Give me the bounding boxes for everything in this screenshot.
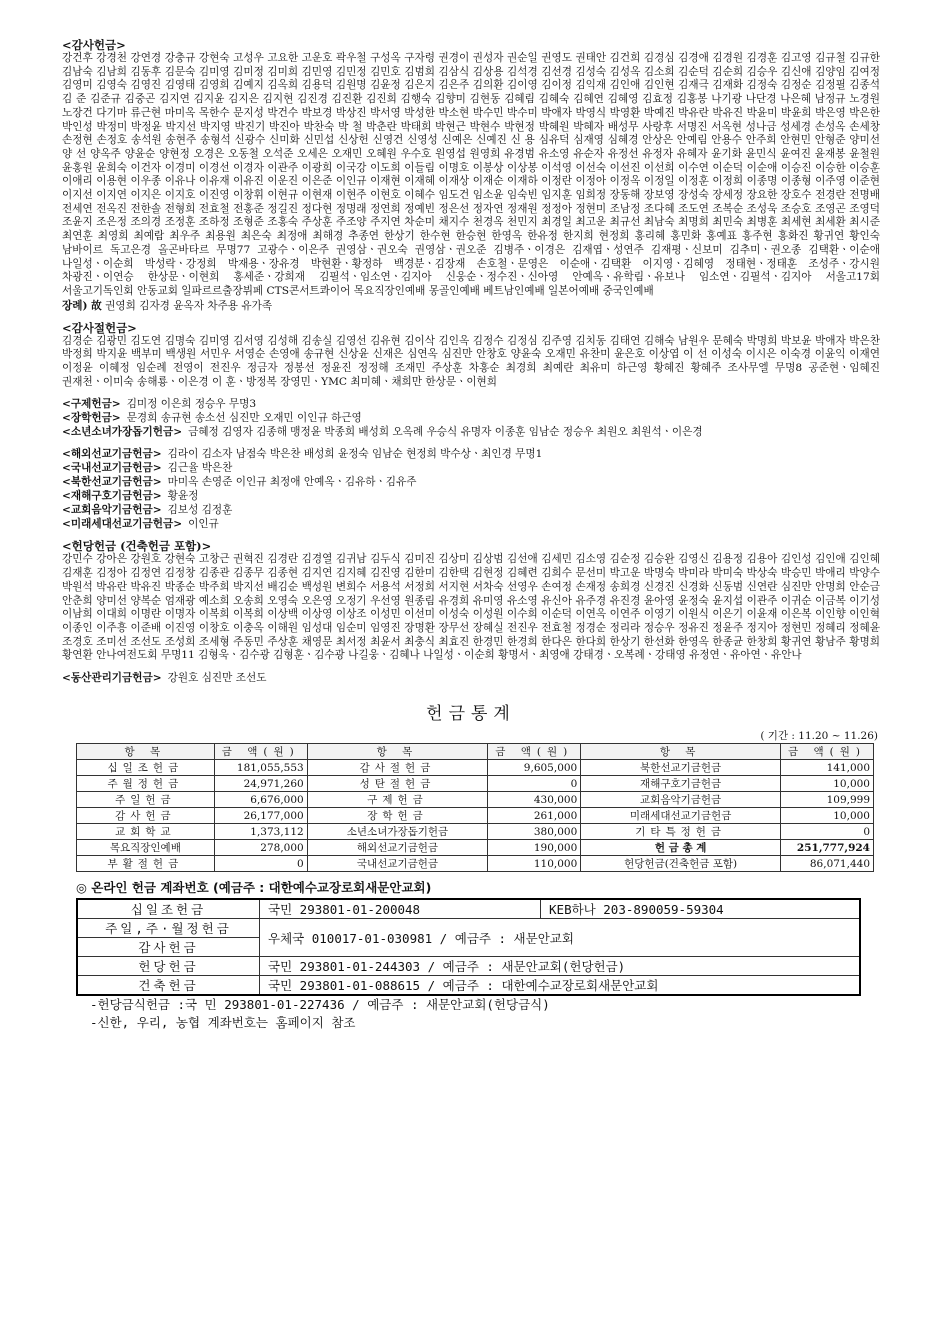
domestic-row	[62, 461, 880, 475]
name-list: 강민수 강아은 강원호 강현숙 고창근 권혁진 김경란 김경열 김귀남 김두식 김미진 김상미 김상범 김선애 김세민 김소영 김순정 김승완 김영신 김용정 김용아 김인성 김인애 김인혜 김재훈 김정아 김정연 김정창 김종관 김종무 김종현 김지연 김지혜 김진영 김한미 김한택 김현정 김혜련 김희수 문선미 박고운 박명숙 박미라 박미숙 박상숙 박승민 박애리 박양수 박원석 박유란 박유진 박종순 박주희 박지선 배김순 백성원 변희수 서용석 서정희 서지현 서차숙 선영우 손여정 손재정 송희경 신경진 신경화 신동범 신연란 심진만 안명희 안순금 안춘희 양미선 양복순 엄재광 예소희 오송희 오영숙 오은영 오정기 우선영 원종림 유경희 유미영 유소영 유신아 유주경 유진경 윤아영 윤정숙 윤지섭 이관주 이귀순 이금복 이기성 이남희 이대희 이명란 이명자 이복희 이복희 이상백 이상영 이상조 이성민 이선미 이성숙 이성원 이수희 이순덕 이연옥 이연주 이영기 이원식 이은기 이윤재 이은복 이인향 이인혁 이종인 이주흥 이준배 이진영 이창호 이충옥 이해원 임성대 임순미 임영진 장명환 장무선 장혜실 전진우 전효철 정경순 정리라 정승우 정유진 정윤주 정지아 정현민 정혜리 정혜윤 조경호 조미선 조선도 조성희 조세형 주동민 주상훈 채영문 최서정 최윤서 최충식 최효진 한경민 한경희 한다은 한다희 한상기 한선화 한영옥 한종균 한창희 황귀연 황남주 황명희 황연환 안나여전도회 무명11 김형욱ㆍ김수광 김형훈ㆍ김수광 나길웅ㆍ김혜나 나일성ㆍ이순희 황명서ㆍ최영애 강태경ㆍ오복례ㆍ강태영 유정연ㆍ유아연ㆍ유안나	[62, 553, 880, 662]
total-amount-cell: 251,777,924	[781, 840, 874, 856]
item-cell: 국내선교기금헌금	[307, 856, 488, 872]
item-cell: 목요직장인예배	[77, 840, 215, 856]
youth-row	[62, 425, 880, 439]
table-row	[77, 808, 874, 824]
property-offering-section	[62, 671, 880, 685]
amount-cell: 86,071,440	[781, 856, 874, 872]
harvest-offering-section	[62, 321, 880, 390]
item-cell: 장학헌금	[307, 808, 488, 824]
scholarship-row	[62, 411, 880, 425]
amount-cell: 10,000	[781, 808, 874, 824]
stats-table	[76, 743, 874, 872]
bulletin-page	[62, 38, 880, 1032]
account-number: 국민 293801-01-200048	[260, 899, 541, 919]
col-amount-header: 금 액(원)	[781, 744, 874, 760]
amount-cell: 6,676,000	[214, 792, 307, 808]
item-cell: 감사헌금	[77, 808, 215, 824]
amount-cell: 109,999	[781, 792, 874, 808]
item-cell: 성탄절헌금	[307, 776, 488, 792]
total-label-cell: 헌 금 총 계	[581, 840, 781, 856]
disaster-row	[62, 489, 880, 503]
online-accounts-title: ◎ 온라인 헌금 계좌번호 (예금주 : 대한예수교장로회새문안교회)	[76, 880, 432, 896]
amount-cell: 9,605,000	[488, 760, 581, 776]
item-cell: 주월정헌금	[77, 776, 215, 792]
item-cell: 헌당헌금(건축헌금 포함)	[581, 856, 781, 872]
col-item-header: 항 목	[581, 744, 781, 760]
fasting-account-note: -헌당금식헌금 :국 민 293801-01-227436 / 예금주 : 새문안교회(헌당금식)	[90, 997, 550, 1013]
account-label: 감사헌금	[77, 938, 260, 957]
section-title: <감사절헌금>	[62, 320, 137, 335]
small-offering-group-1	[62, 397, 880, 439]
funeral-row	[62, 299, 880, 313]
amount-cell: 26,177,000	[214, 808, 307, 824]
disaster-names: 황윤정	[167, 490, 199, 503]
thanks-offering-section	[62, 38, 880, 313]
future-label: <미래세대선교기금헌금>	[62, 518, 183, 531]
stats-period: ( 기간 : 11.20 ~ 11.26)	[760, 730, 878, 743]
property-row	[62, 671, 880, 685]
item-cell: 구제헌금	[307, 792, 488, 808]
amount-cell: 10,000	[781, 776, 874, 792]
youth-label: <소년소녀가장돕기헌금>	[62, 426, 183, 439]
property-label: <동산관리기금헌금>	[62, 672, 162, 685]
col-item-header: 항 목	[307, 744, 488, 760]
col-amount-header: 금 액(원)	[214, 744, 307, 760]
amount-cell: 181,055,553	[214, 760, 307, 776]
overseas-names: 김라이 김소자 남점숙 박은찬 배성희 윤정숙 임남순 현정희 박수상ㆍ최인경 무명1	[167, 448, 543, 461]
account-notes	[90, 996, 880, 1032]
account-number: 국민 293801-01-244303 / 예금주 : 새문안교회(헌당헌금)	[260, 957, 861, 976]
amount-cell: 0	[781, 824, 874, 840]
relief-names: 김미정 이은희 정승우 무명3	[126, 398, 257, 411]
item-cell: 미래세대선교기금헌금	[581, 808, 781, 824]
table-row	[77, 760, 874, 776]
disaster-label: <재해구호기금헌금>	[62, 490, 162, 503]
domestic-label: <국내선교기금헌금>	[62, 462, 162, 475]
north-label: <북한선교기금헌금>	[62, 476, 162, 489]
table-row	[77, 840, 874, 856]
north-names: 마미옥 손영준 이인규 최정애 안예옥ㆍ김유하ㆍ김유주	[167, 476, 417, 489]
item-cell: 교회학교	[77, 824, 215, 840]
table-row	[77, 976, 860, 996]
other-banks-note: -신한, 우리, 농협 계좌번호는 홈페이지 참조	[90, 1015, 356, 1031]
scholarship-names: 문경희 송규현 송소선 심진만 오재민 이인규 하근영	[126, 412, 362, 425]
music-row	[62, 503, 880, 517]
amount-cell: 0	[214, 856, 307, 872]
account-number: 국민 293801-01-088615 / 예금주 : 대한예수교장로회새문안교회	[260, 976, 861, 996]
youth-names: 금혜정 김영자 김종해 맹정윤 박종희 배성희 오옥례 우승식 유명자 이종훈 임남순 정승우 최원오 최원석ㆍ이은경	[188, 426, 703, 439]
amount-cell: 380,000	[488, 824, 581, 840]
overseas-row	[62, 447, 880, 461]
music-names: 김보성 김정훈	[167, 504, 233, 517]
table-row	[77, 957, 860, 976]
amount-cell: 430,000	[488, 792, 581, 808]
stats-header-row	[77, 744, 874, 760]
item-cell: 부활절헌금	[77, 856, 215, 872]
funeral-label: 장례) 故	[62, 299, 102, 312]
account-label: 헌당헌금	[77, 957, 260, 976]
amount-cell: 278,000	[214, 840, 307, 856]
item-cell: 기타특정헌금	[581, 824, 781, 840]
relief-label: <구제헌금>	[62, 398, 121, 411]
account-number: KEB하나 203-890059-59304	[541, 899, 860, 919]
amount-cell: 24,971,260	[214, 776, 307, 792]
overseas-label: <해외선교기금헌금>	[62, 448, 162, 461]
account-label: 주일,주·월정헌금	[77, 919, 260, 938]
item-cell: 해외선교기금헌금	[307, 840, 488, 856]
north-row	[62, 475, 880, 489]
domestic-names: 김근율 박은찬	[167, 462, 233, 475]
amount-cell: 190,000	[488, 840, 581, 856]
funeral-names: 권영희 김자경 윤옥자 차주용 유가족	[105, 299, 273, 312]
item-cell: 북한선교기금헌금	[581, 760, 781, 776]
accounts-table	[76, 898, 861, 996]
account-label: 건축헌금	[77, 976, 260, 996]
amount-cell: 0	[488, 776, 581, 792]
item-cell: 십일조헌금	[77, 760, 215, 776]
building-offering-section	[62, 539, 880, 663]
section-title: <감사헌금>	[62, 38, 126, 52]
stats-title: 헌금통계	[426, 704, 516, 725]
col-amount-header: 금 액(원)	[488, 744, 581, 760]
table-row	[77, 776, 874, 792]
table-row	[77, 899, 860, 919]
property-names: 강원호 심진만 조선도	[167, 672, 267, 685]
account-label: 십일조헌금	[77, 899, 260, 919]
item-cell: 교회음악기금헌금	[581, 792, 781, 808]
col-item-header: 항 목	[77, 744, 215, 760]
amount-cell: 261,000	[488, 808, 581, 824]
amount-cell: 141,000	[781, 760, 874, 776]
scholarship-label: <장학헌금>	[62, 412, 121, 425]
future-names: 이인규	[188, 518, 219, 531]
amount-cell: 1,373,112	[214, 824, 307, 840]
name-list: 김경순 김광민 김도연 김명숙 김미영 김서영 김성해 김송실 김영선 김유현 김이삭 김인옥 김정수 김정심 김주영 김치동 김태연 김해숙 남원우 문혜숙 박명희 박보윤 박애자 박은찬 박정희 박지윤 백부미 백생원 서민우 서영순 손영애 송규현 신상윤 신재은 심연옥 심진만 안창호 양윤숙 오재민 유찬미 윤은호 이상엽 이 선 이성숙 이시은 이숙경 이윤익 이재연 이정윤 이혜정 임순례 전영이 전진우 정금자 정봉선 정윤진 정정해 조재민 주상훈 차홍순 최경희 최예란 최유미 하근영 황혜진 황혜주 조사무엘 무명8 공준현ㆍ임혜진 권재천ㆍ이미숙 송해룡ㆍ이은경 이 훈ㆍ방정복 장영민ㆍYMC 최미혜ㆍ채희만 한상문ㆍ이현희	[62, 334, 880, 388]
small-offering-group-2	[62, 447, 880, 531]
name-list: 강건후 강경천 강연경 강충규 강현숙 고성우 고요한 고운호 곽우철 구성옥 구자령 권경이 권성자 권순일 권영도 권태안 김건희 김경심 김경애 김경원 김경훈 김고영 김규철 김규한 김남숙 김남희 김동후 김문숙 김미영 김미정 김미희 김민영 김민정 김민호 김범희 김삼식 김상용 김석경 김선경 김성숙 김성옥 김소희 김순덕 김순희 김승우 김신애 김양임 김여정 김영미 김영숙 김영진 김영태 김영희 김예지 김옥희 김용덕 김원명 김윤정 김은지 김은주 김의환 김이영 김이정 김익재 김인애 김인현 김재극 김재화 김정숙 김정순 김정필 김종석 김 준 김준규 김중곤 김지연 김지윤 김지은 김지현 김진경 김진환 김진희 김행숙 김향미 김현동 김혜림 김혜숙 김혜연 김혜영 김효정 김홍봉 나기광 나단경 나은혜 남정규 노경원 노장건 다기마 류근현 마미옥 목한수 문지성 박건수 박보경 박상진 박서영 박성한 박소현 박수민 박수미 박애자 박영식 박영환 박예진 박유란 박유진 박윤미 박윤희 박은영 박은한 박인성 박정미 박정윤 박지선 박지영 박진기 박진아 박찬숙 박 철 박춘란 박태희 박현근 박현수 박현정 박혜원 박혜자 배성무 사랑후 서명진 서옥현 성나금 성세경 손성옥 손세창 손정현 손정호 송석원 송현주 송형석 신광수 신미화 신민섭 신상헌 신영건 신영성 신예은 신예진 신 용 심유덕 심재영 심혜경 안상은 안예림 안용수 안주희 안현민 안형준 양미선 양 선 양옥주 양윤순 양현정 오경은 오동철 오석준 오세은 오재민 오혜원 우수호 원영섭 원영희 유경범 유소영 유순자 유정선 유정자 유혜자 윤기화 윤민식 윤여진 윤재봉 윤철원 윤홍원 윤희숙 이건자 이경미 이경선 이경자 이관주 이광희 이국강 이도희 이들림 이명호 이봉상 이상봉 이석영 이선숙 이선진 이선희 이수연 이순덕 이순애 이승진 이승한 이승훈 이애리 이용현 이우종 이유나 이유재 이유진 이운진 이은준 이인규 이재현 이재혜 이재상 이재순 이재하 이정란 이정아 이정옥 이정일 이정훈 이정희 이종명 이종형 이주영 이준현 이지선 이지연 이지은 이지호 이진영 이창휘 이현규 이현재 이현주 이현호 이혜수 임도건 임소윤 임숙빈 임지훈 임희정 장동해 장보영 장성숙 장세정 장요한 장호수 전경란 전명배 전세연 전옥진 전한솔 전형희 전효철 전홍준 정길진 정다현 정명래 정연희 정예빈 정은선 정자연 정재원 정정아 정현미 조남정 조다혜 조도연 조복순 조성욱 조승호 조영곤 조영덕 조윤지 조은정 조의경 조정훈 조하정 조형준 조홍숙 주상훈 주조양 주지연 차순미 채지수 천경옥 천민지 최경일 최고운 최규선 최남숙 최명희 최민숙 최병훈 최세현 최세환 최시준 최연훈 최영희 최예람 최우주 최용원 최은숙 최정애 최해경 추종연 한상기 한수현 한승현 한영옥 한유정 한지희 현정희 홍리혜 홍민화 홍예표 홍주현 홍화진 황귀연 황인숙 남바이르 독고은경 올곤바타르 무명77 고광수ㆍ이은주 권영삼ㆍ권오숙 권영삼ㆍ권오준 김병주ㆍ이경은 김재엽ㆍ성연주 김재평ㆍ신보미 김추미ㆍ권오종 김택환ㆍ이순애 나일성ㆍ이순희 박성락ㆍ강정희 박재용ㆍ장유경 박현환ㆍ황정하 백경분ㆍ김장재 손호철ㆍ문영은 이순애ㆍ김택환 이지영ㆍ김혜영 정태현ㆍ정태훈 조성주ㆍ강시원 차광진ㆍ이연승 한상문ㆍ이현희 홍세준ㆍ강희재 김필석ㆍ임소연ㆍ김지아 신웅순ㆍ정수진ㆍ신아영 안예옥ㆍ유학림ㆍ유보나 임소연ㆍ김필석ㆍ김지아 서울고17회 서울고기독인회 안동교회 일파르르출장뷔페 CTS콘서트콰이어 목요직장인예배 몽골인예배 베트남인예배 일본어예배 중국인예배	[62, 52, 880, 297]
music-label: <교회음악기금헌금>	[62, 504, 162, 517]
item-cell: 재해구호기금헌금	[581, 776, 781, 792]
item-cell: 주일헌금	[77, 792, 215, 808]
table-row	[77, 792, 874, 808]
item-cell: 감사절헌금	[307, 760, 488, 776]
table-row	[77, 919, 860, 938]
amount-cell: 110,000	[488, 856, 581, 872]
future-row	[62, 517, 880, 531]
section-title: <헌당헌금 (건축헌금 포함)>	[62, 539, 212, 554]
item-cell: 소년소녀가장돕기헌금	[307, 824, 488, 840]
relief-row	[62, 397, 880, 411]
account-number: 우체국 010017-01-030981 / 예금주 : 새문안교회	[260, 919, 861, 957]
table-row	[77, 824, 874, 840]
table-row	[77, 856, 874, 872]
